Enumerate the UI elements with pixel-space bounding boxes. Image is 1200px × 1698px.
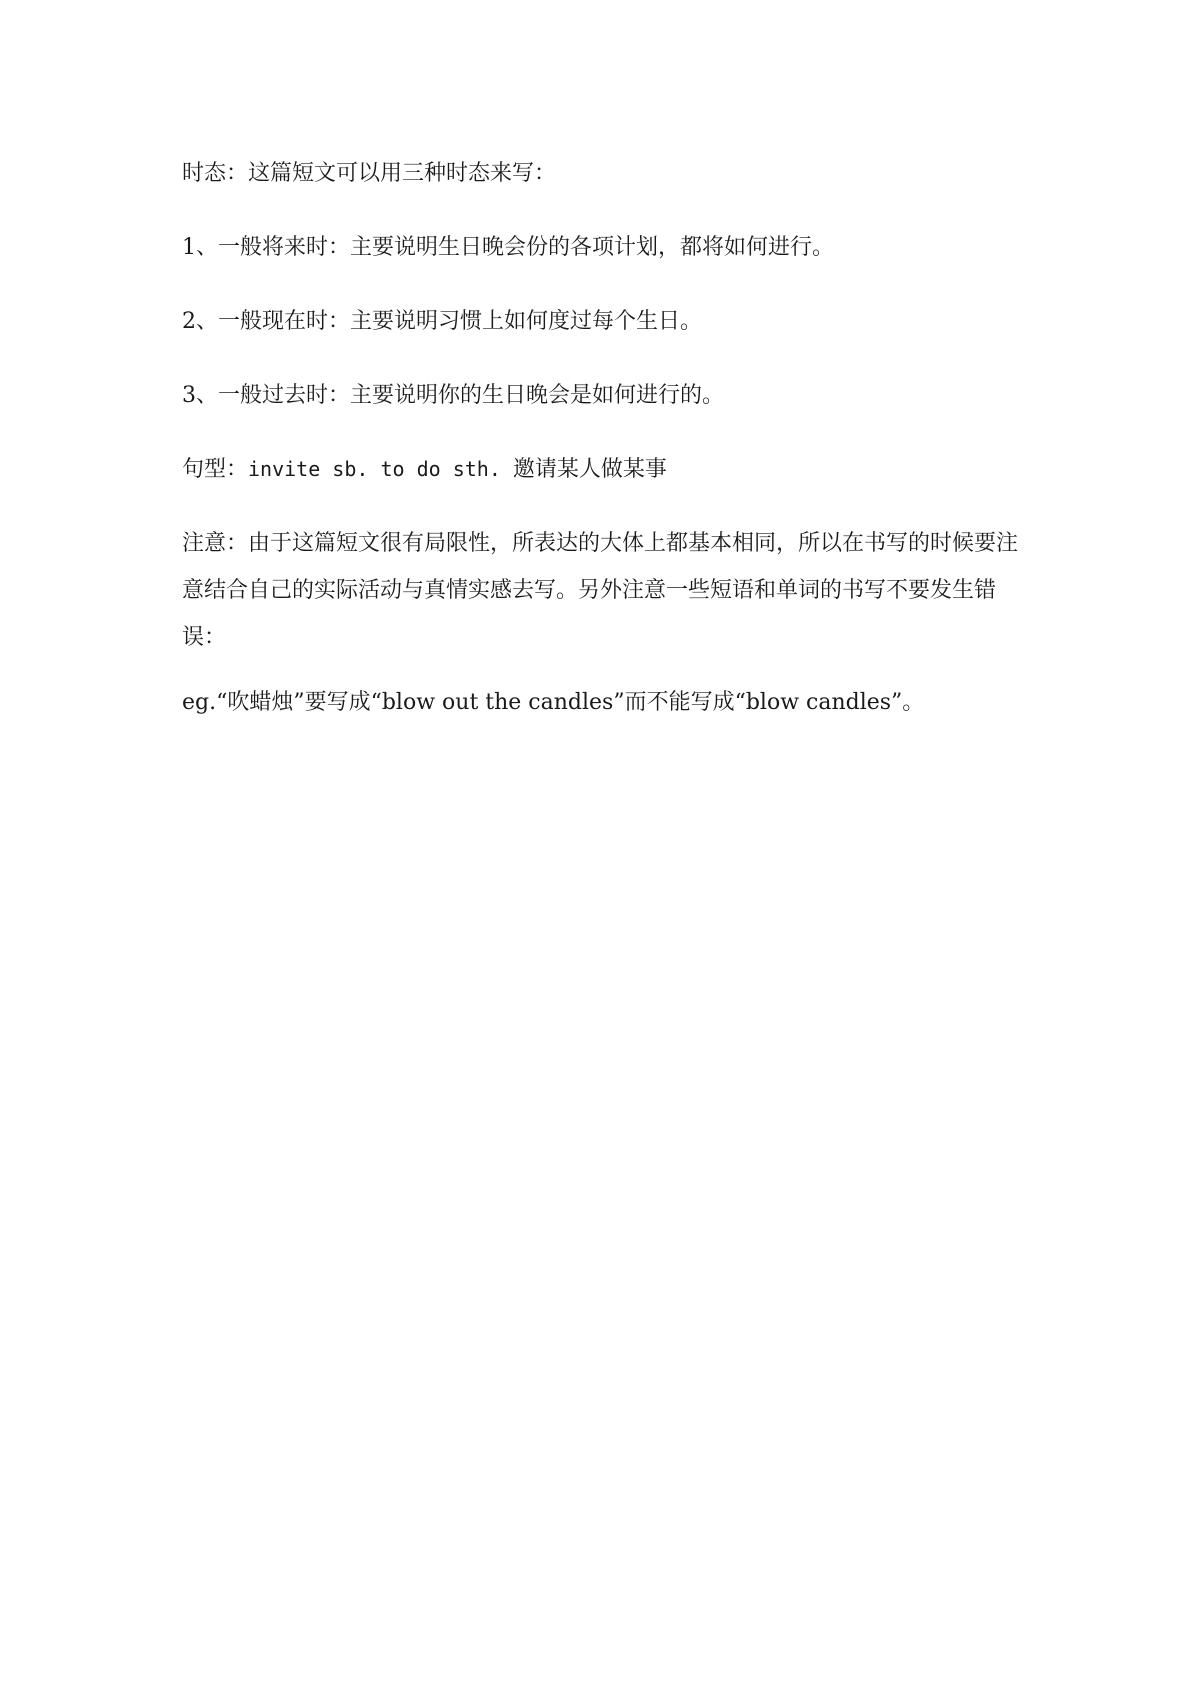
- future-tense-paragraph: 1、一般将来时：主要说明生日晚会份的各项计划，都将如何进行。: [182, 235, 834, 260]
- note-paragraph: 注意：由于这篇短文很有局限性，所表达的大体上都基本相同，所以在书写的时候要注意结合自己的实际活动与真情实感去写。另外注意一些短语和单词的书写不要发生错误：: [182, 531, 1019, 650]
- sentence-pattern-label: 句型：: [182, 457, 249, 482]
- past-tense-paragraph: 3、一般过去时：主要说明你的生日晚会是如何进行的。: [182, 383, 724, 408]
- document-body: [182, 150, 1024, 753]
- example-paragraph: eg.“吹蜡烛”要写成“blow out the candles”而不能写成“blow candles”。: [182, 690, 925, 715]
- sentence-pattern-meaning: 邀请某人做某事: [512, 457, 667, 482]
- sentence-pattern-paragraph: [182, 446, 1024, 493]
- tense-intro-paragraph: 时态：这篇短文可以用三种时态来写：: [182, 161, 557, 186]
- sentence-pattern-phrase: invite sb. to do sth.: [248, 457, 513, 481]
- present-tense-paragraph: 2、一般现在时：主要说明习惯上如何度过每个生日。: [182, 309, 702, 334]
